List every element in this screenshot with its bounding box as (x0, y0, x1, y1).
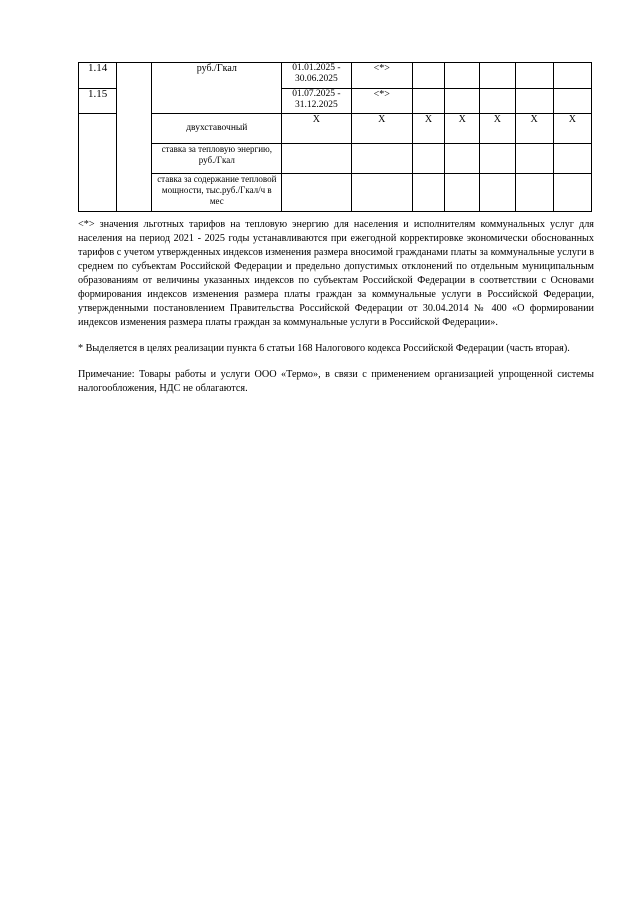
empty-cell (553, 144, 591, 174)
empty-cell (515, 144, 553, 174)
x-mark: Х (351, 114, 412, 144)
tariff-footnote: <*> значения льготных тарифов на тепловую энергию для населения и исполнителям коммунальных услуг для населения на период 2021 - 2025 годы устанавливаются при ежегодной корректировке экономически обоснованных тарифов с учетом утвержденных индексов изменения размера вносимой гражданами платы за коммунальные услуги в среднем по субъектам Российской Федерации и предельно допустимых отклонений по отдельным муниципальным образованиям от величины указанных индексов по субъектам Российской Федерации в соответствии с Основами формирования индексов изменения размера платы граждан за коммунальные услуги в Российской Федерации, утвержденными постановлением Правительства Российской Федерации от 30.04.2014 № 400 «О формировании индексов изменения размера платы граждан за коммунальные услуги в Российской Федерации». (78, 219, 594, 328)
empty-cell (79, 114, 117, 212)
remark-note: Примечание: Товары работы и услуги ООО «Термо», в связи с применением организацией упрощенной системы налогообложения, НДС не облагаются. (78, 369, 594, 394)
row-number: 1.15 (79, 89, 117, 114)
empty-cell (351, 144, 412, 174)
table-row (79, 144, 592, 174)
tariff-table (78, 62, 592, 212)
empty-cell (412, 89, 444, 114)
row-number: 1.14 (79, 63, 117, 89)
empty-cell (412, 174, 444, 212)
empty-cell (515, 89, 553, 114)
empty-cell (553, 63, 591, 89)
period-cell: 01.01.2025 - 30.06.2025 (282, 63, 351, 89)
empty-cell (480, 174, 515, 212)
empty-cell (480, 144, 515, 174)
x-mark: Х (553, 114, 591, 144)
vat-footnote: * Выделяется в целях реализации пункта 6 статьи 168 Налогового кодекса Российской Федерации (часть вторая). (78, 343, 570, 354)
x-mark: Х (412, 114, 444, 144)
x-mark: Х (515, 114, 553, 144)
empty-cell (445, 63, 480, 89)
tariff-mark: <*> (351, 89, 412, 114)
empty-cell (553, 89, 591, 114)
empty-cell (480, 63, 515, 89)
twopart-label: двухставочный (152, 114, 282, 144)
empty-cell (117, 63, 152, 212)
empty-cell (412, 63, 444, 89)
empty-cell (515, 63, 553, 89)
empty-cell (445, 89, 480, 114)
empty-cell (445, 144, 480, 174)
x-mark: Х (480, 114, 515, 144)
empty-cell (445, 174, 480, 212)
table-row (79, 174, 592, 212)
empty-cell (412, 144, 444, 174)
x-mark: Х (282, 114, 351, 144)
empty-cell (480, 89, 515, 114)
unit-cell: руб./Гкал (152, 63, 282, 114)
notes-section (78, 218, 594, 396)
empty-cell (282, 174, 351, 212)
empty-cell (282, 144, 351, 174)
rate-energy-label: ставка за тепловую энергию, руб./Гкал (152, 144, 282, 174)
tariff-mark: <*> (351, 63, 412, 89)
x-mark: Х (445, 114, 480, 144)
empty-cell (351, 174, 412, 212)
rate-capacity-label: ставка за содержание тепловой мощности, тыс.руб./Гкал/ч в мес (152, 174, 282, 212)
table-row (79, 114, 592, 144)
empty-cell (515, 174, 553, 212)
period-cell: 01.07.2025 - 31.12.2025 (282, 89, 351, 114)
table-row (79, 63, 592, 89)
empty-cell (553, 174, 591, 212)
